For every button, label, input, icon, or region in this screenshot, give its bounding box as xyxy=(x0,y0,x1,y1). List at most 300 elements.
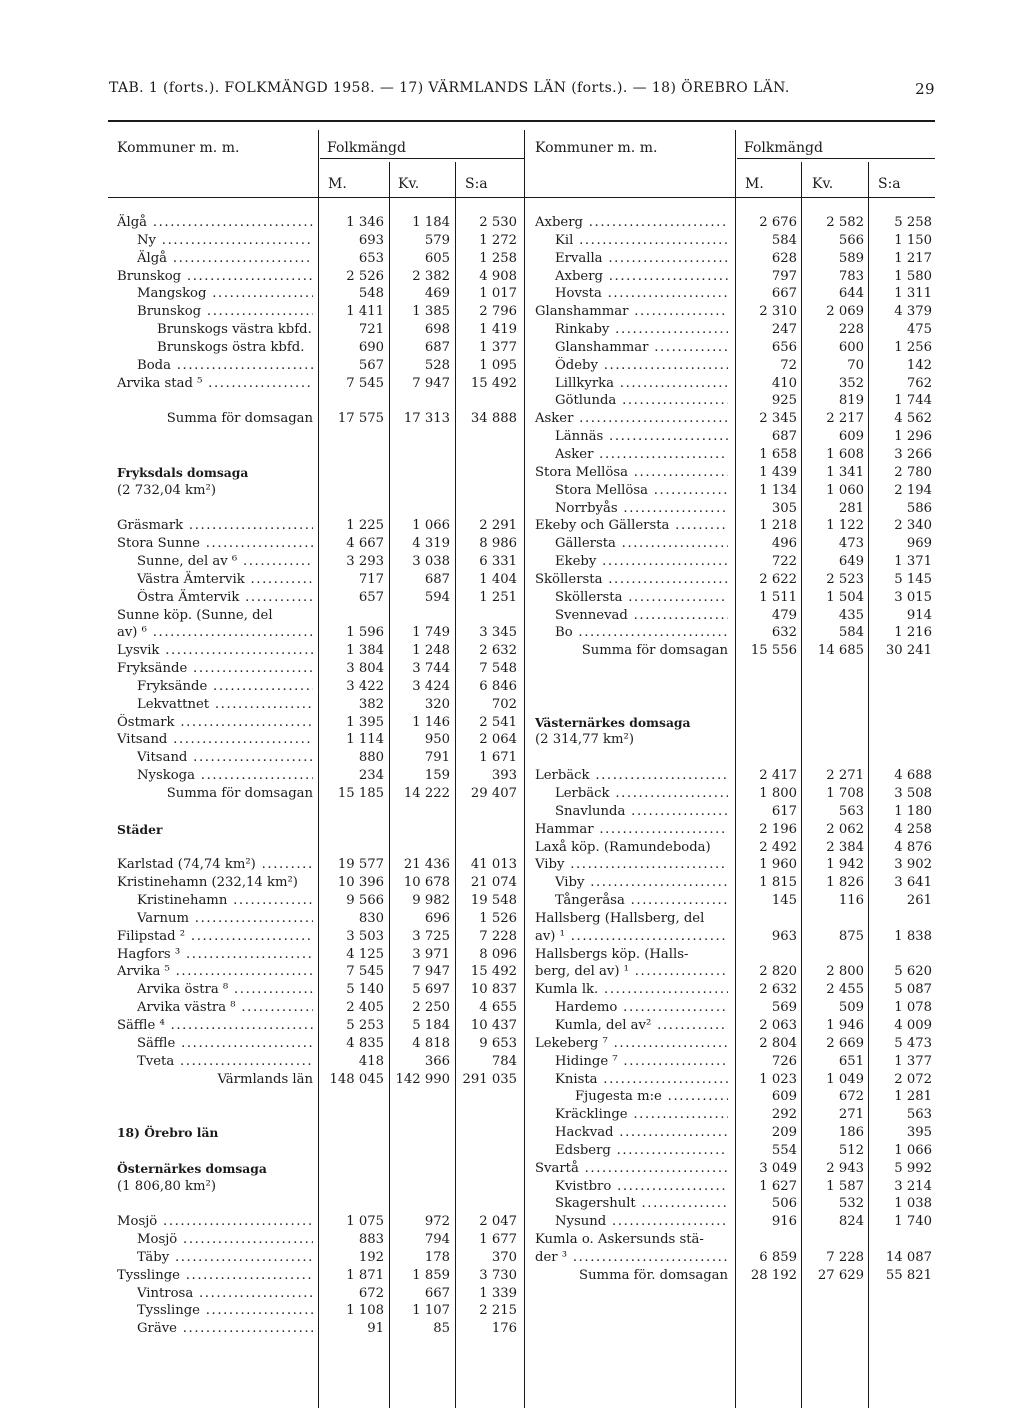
value-sa: 2 632 xyxy=(479,643,517,659)
row-label: (2 314,77 km²) xyxy=(535,732,634,748)
value-kv: 469 xyxy=(424,286,450,302)
table-row xyxy=(535,1213,935,1231)
value-kv: 1 826 xyxy=(826,875,864,891)
value-kv: 2 062 xyxy=(826,821,864,837)
value-sa: 3 015 xyxy=(894,589,932,605)
row-label: Hallsberg (Hallsberg, del xyxy=(535,910,705,926)
table-row xyxy=(535,357,935,375)
table-row xyxy=(117,1142,527,1160)
row-label: Nyskoga ..... xyxy=(137,767,313,785)
value-sa: 4 009 xyxy=(894,1017,932,1033)
value-m: 382 xyxy=(358,696,384,712)
value-sa: 261 xyxy=(906,893,932,909)
value-sa: 2 340 xyxy=(894,518,932,534)
value-sa: 3 345 xyxy=(479,625,517,641)
row-label: Gräve ..... xyxy=(137,1320,313,1338)
value-m: 148 045 xyxy=(329,1071,384,1087)
table-row xyxy=(535,1195,935,1213)
row-label: Värmlands län xyxy=(217,1071,313,1087)
row-label: Ekeby och Gällersta ..... xyxy=(535,517,728,535)
value-sa: 1 838 xyxy=(894,928,932,944)
row-label: Mosjö ..... xyxy=(137,1231,313,1249)
section-heading xyxy=(117,1124,527,1142)
row-label: Axberg ..... xyxy=(535,214,728,232)
value-sa: 4 908 xyxy=(479,268,517,284)
page-number: 29 xyxy=(915,80,935,98)
value-m: 496 xyxy=(771,536,797,552)
value-kv: 584 xyxy=(838,625,864,641)
value-kv: 672 xyxy=(838,1089,864,1105)
value-sa: 7 228 xyxy=(479,928,517,944)
value-m: 690 xyxy=(358,339,384,355)
left-kv-heading: Kv. xyxy=(398,176,420,192)
row-label: Knista ..... xyxy=(555,1071,728,1089)
value-m: 584 xyxy=(771,232,797,248)
value-sa: 1 066 xyxy=(894,1142,932,1158)
value-sa: 1 281 xyxy=(894,1089,932,1105)
table-row xyxy=(117,1195,527,1213)
row-label: Laxå köp. (Ramundeboda) xyxy=(535,839,711,855)
value-kv: 27 629 xyxy=(817,1267,864,1283)
value-sa: 1 038 xyxy=(894,1196,932,1212)
value-kv: 1 504 xyxy=(826,589,864,605)
table-row xyxy=(117,303,527,321)
table-row xyxy=(535,392,935,410)
table-row xyxy=(117,1302,527,1320)
value-kv: 1 587 xyxy=(826,1178,864,1194)
table-row xyxy=(535,500,935,518)
value-kv: 579 xyxy=(424,232,450,248)
value-m: 632 xyxy=(771,625,797,641)
value-sa: 2 047 xyxy=(479,1214,517,1230)
value-sa: 1 095 xyxy=(479,357,517,373)
table-row xyxy=(535,624,935,642)
table-row xyxy=(117,1213,527,1231)
left-table-body xyxy=(117,214,527,1338)
value-sa: 2 072 xyxy=(894,1071,932,1087)
table-row xyxy=(535,607,935,625)
value-m: 653 xyxy=(358,250,384,266)
value-m: 5 140 xyxy=(346,982,384,998)
value-sa: 1 217 xyxy=(894,250,932,266)
value-kv: 649 xyxy=(838,554,864,570)
value-m: 2 622 xyxy=(759,571,797,587)
value-m: 1 114 xyxy=(346,732,384,748)
value-sa: 1 677 xyxy=(479,1232,517,1248)
row-label: Brunskog ..... xyxy=(117,268,313,286)
value-sa: 4 379 xyxy=(894,304,932,320)
row-label: Sköllersta ..... xyxy=(555,589,728,607)
value-sa: 1 377 xyxy=(479,339,517,355)
value-sa: 4 688 xyxy=(894,768,932,784)
value-kv: 972 xyxy=(424,1214,450,1230)
table-row xyxy=(117,571,527,589)
value-kv: 1 946 xyxy=(826,1017,864,1033)
row-label: Hidinge ⁷ ..... xyxy=(555,1053,728,1071)
table-row xyxy=(535,821,935,839)
value-m: 3 049 xyxy=(759,1160,797,1176)
table-row xyxy=(535,1142,935,1160)
value-sa: 4 562 xyxy=(894,411,932,427)
table-row xyxy=(117,268,527,286)
value-kv: 281 xyxy=(838,500,864,516)
row-label: 18) Örebro län xyxy=(117,1125,219,1141)
value-m: 657 xyxy=(358,589,384,605)
summary-row xyxy=(535,1267,935,1285)
table-row xyxy=(117,446,527,464)
row-label: Glanshammar ..... xyxy=(555,339,728,357)
row-label: Ödeby ..... xyxy=(555,357,728,375)
table-row xyxy=(535,1231,935,1249)
table-row xyxy=(535,1017,935,1035)
row-label: Kvistbro ..... xyxy=(555,1178,728,1196)
value-kv: 142 990 xyxy=(395,1071,450,1087)
section-heading xyxy=(535,714,935,732)
table-row xyxy=(535,232,935,250)
table-row xyxy=(117,928,527,946)
right-m-heading: M. xyxy=(745,176,764,192)
value-kv: 7 947 xyxy=(412,375,450,391)
value-sa: 2 215 xyxy=(479,1303,517,1319)
table-row xyxy=(535,268,935,286)
value-sa: 762 xyxy=(906,375,932,391)
section-heading xyxy=(117,821,527,839)
row-label: Fryksdals domsaga xyxy=(117,464,249,480)
value-sa: 15 492 xyxy=(470,964,517,980)
row-label: Snavlunda ..... xyxy=(555,803,728,821)
table-row xyxy=(535,339,935,357)
row-label: Svartå ..... xyxy=(535,1160,728,1178)
table-row xyxy=(117,678,527,696)
value-sa: 5 145 xyxy=(894,571,932,587)
value-m: 609 xyxy=(771,1089,797,1105)
value-sa: 914 xyxy=(906,607,932,623)
value-kv: 2 455 xyxy=(826,982,864,998)
section-heading xyxy=(117,1160,527,1178)
value-kv: 605 xyxy=(424,250,450,266)
value-sa: 55 821 xyxy=(885,1267,932,1283)
value-sa: 3 641 xyxy=(894,875,932,891)
summary-row xyxy=(117,410,527,428)
value-kv: 512 xyxy=(838,1142,864,1158)
table-row xyxy=(117,607,527,625)
value-sa: 586 xyxy=(906,500,932,516)
table-row xyxy=(535,553,935,571)
value-m: 1 134 xyxy=(759,482,797,498)
value-kv: 2 069 xyxy=(826,304,864,320)
row-label: Gräsmark ..... xyxy=(117,517,313,535)
row-label: Asker ..... xyxy=(555,446,728,464)
value-m: 3 422 xyxy=(346,678,384,694)
row-label: Täby ..... xyxy=(137,1249,313,1267)
table-row xyxy=(535,874,935,892)
row-label: Kräcklinge ..... xyxy=(555,1106,728,1124)
table-row xyxy=(535,785,935,803)
value-kv: 116 xyxy=(838,893,864,909)
value-sa: 3 902 xyxy=(894,857,932,873)
value-sa: 7 548 xyxy=(479,661,517,677)
value-m: 548 xyxy=(358,286,384,302)
right-kommuner-heading: Kommuner m. m. xyxy=(535,140,658,156)
table-row xyxy=(117,250,527,268)
row-label: Brunskogs västra kbfd. xyxy=(157,322,312,338)
value-m: 797 xyxy=(771,268,797,284)
table-row xyxy=(117,214,527,232)
value-kv: 509 xyxy=(838,1000,864,1016)
value-kv: 1 060 xyxy=(826,482,864,498)
table-row xyxy=(535,839,935,857)
value-m: 916 xyxy=(771,1214,797,1230)
value-kv: 320 xyxy=(424,696,450,712)
table-row xyxy=(117,357,527,375)
value-m: 667 xyxy=(771,286,797,302)
row-label: Stora Mellösa ..... xyxy=(535,464,728,482)
left-subheader-rule xyxy=(320,158,524,159)
value-sa: 1 150 xyxy=(894,232,932,248)
table-row xyxy=(535,910,935,928)
table-row xyxy=(535,696,935,714)
row-label: Fryksände ..... xyxy=(137,678,313,696)
value-sa: 1 256 xyxy=(894,339,932,355)
value-kv: 1 859 xyxy=(412,1267,450,1283)
table-row xyxy=(117,232,527,250)
value-sa: 2 541 xyxy=(479,714,517,730)
value-kv: 14 685 xyxy=(817,643,864,659)
value-sa: 1 017 xyxy=(479,286,517,302)
value-kv: 435 xyxy=(838,607,864,623)
value-m: 4 667 xyxy=(346,536,384,552)
row-label: Varnum ..... xyxy=(137,910,313,928)
value-kv: 3 424 xyxy=(412,678,450,694)
page-title: TAB. 1 (forts.). FOLKMÄNGD 1958. — 17) VÄRMLANDS LÄN (forts.). — 18) ÖREBRO LÄN. xyxy=(109,80,790,96)
row-label: (2 732,04 km²) xyxy=(117,482,216,498)
value-kv: 2 384 xyxy=(826,839,864,855)
value-kv: 3 971 xyxy=(412,946,450,962)
table-row xyxy=(117,1053,527,1071)
table-row xyxy=(535,535,935,553)
value-sa: 3 214 xyxy=(894,1178,932,1194)
value-m: 410 xyxy=(771,375,797,391)
value-kv: 1 049 xyxy=(826,1071,864,1087)
table-row xyxy=(535,1249,935,1267)
value-sa: 1 216 xyxy=(894,625,932,641)
value-sa: 1 419 xyxy=(479,322,517,338)
value-m: 672 xyxy=(358,1285,384,1301)
value-sa: 15 492 xyxy=(470,375,517,391)
table-row xyxy=(535,375,935,393)
value-kv: 473 xyxy=(838,536,864,552)
row-label: Tångeråsa ..... xyxy=(555,892,728,910)
value-kv: 2 669 xyxy=(826,1035,864,1051)
row-label: Lekvattnet ..... xyxy=(137,696,313,714)
row-label: Götlunda ..... xyxy=(555,392,728,410)
value-sa: 291 035 xyxy=(462,1071,517,1087)
value-sa: 370 xyxy=(491,1249,517,1265)
table-row xyxy=(117,1320,527,1338)
value-m: 7 545 xyxy=(346,375,384,391)
table-row xyxy=(535,981,935,999)
value-m: 292 xyxy=(771,1107,797,1123)
row-label: Kil ..... xyxy=(555,232,728,250)
value-kv: 1 385 xyxy=(412,304,450,320)
row-label: Kristinehamn (232,14 km²) xyxy=(117,875,298,891)
value-kv: 1 184 xyxy=(412,215,450,230)
row-label: der ³ ..... xyxy=(535,1249,728,1267)
row-label: Östmark ..... xyxy=(117,714,313,732)
row-label: Fryksände ..... xyxy=(117,660,313,678)
value-m: 1 023 xyxy=(759,1071,797,1087)
summary-row xyxy=(117,785,527,803)
row-label: Summa för domsagan xyxy=(166,411,313,427)
value-kv: 2 382 xyxy=(412,268,450,284)
value-kv: 2 800 xyxy=(826,964,864,980)
value-kv: 3 725 xyxy=(412,928,450,944)
table-row xyxy=(535,660,935,678)
value-kv: 1 146 xyxy=(412,714,450,730)
table-row xyxy=(535,464,935,482)
value-sa: 10 437 xyxy=(470,1017,517,1033)
value-m: 726 xyxy=(771,1053,797,1069)
value-kv: 791 xyxy=(424,750,450,766)
table-row xyxy=(535,1160,935,1178)
row-label: Vitsand ..... xyxy=(137,749,313,767)
row-label: Bo ..... xyxy=(555,624,728,642)
value-m: 479 xyxy=(771,607,797,623)
row-label: Hallsbergs köp. (Halls- xyxy=(535,946,689,962)
value-sa: 14 087 xyxy=(885,1249,932,1265)
table-row xyxy=(535,749,935,767)
value-m: 17 575 xyxy=(337,411,384,427)
value-sa: 3 730 xyxy=(479,1267,517,1283)
row-label: Mosjö ..... xyxy=(117,1213,313,1231)
value-sa: 5 087 xyxy=(894,982,932,998)
row-label: Svennevad ..... xyxy=(555,607,728,625)
left-sa-heading: S:a xyxy=(465,176,488,192)
table-row xyxy=(117,285,527,303)
table-row xyxy=(117,660,527,678)
value-m: 1 871 xyxy=(346,1267,384,1283)
value-kv: 528 xyxy=(424,357,450,373)
value-kv: 1 708 xyxy=(826,786,864,801)
value-sa: 5 620 xyxy=(894,964,932,980)
value-kv: 698 xyxy=(424,322,450,338)
row-label: Viby ..... xyxy=(555,874,728,892)
value-m: 4 835 xyxy=(346,1035,384,1051)
value-kv: 594 xyxy=(424,589,450,605)
row-label: Filipstad ² ..... xyxy=(117,928,313,946)
value-sa: 1 180 xyxy=(894,803,932,819)
value-m: 247 xyxy=(771,322,797,338)
row-label: Karlstad (74,74 km²) ..... xyxy=(117,856,313,874)
value-m: 2 820 xyxy=(759,964,797,980)
value-sa: 1 377 xyxy=(894,1053,932,1069)
value-m: 506 xyxy=(771,1196,797,1212)
value-sa: 969 xyxy=(906,536,932,552)
value-kv: 271 xyxy=(838,1107,864,1123)
value-kv: 644 xyxy=(838,286,864,302)
table-row xyxy=(535,767,935,785)
value-kv: 2 217 xyxy=(826,411,864,427)
table-row xyxy=(117,589,527,607)
value-sa: 5 258 xyxy=(894,215,932,230)
table-row xyxy=(535,1071,935,1089)
value-kv: 3 038 xyxy=(412,554,450,570)
value-kv: 70 xyxy=(847,357,864,373)
table-row xyxy=(117,696,527,714)
value-kv: 783 xyxy=(838,268,864,284)
value-kv: 1 107 xyxy=(412,1303,450,1319)
value-m: 722 xyxy=(771,554,797,570)
table-row xyxy=(535,428,935,446)
table-row xyxy=(117,624,527,642)
row-label: Rinkaby ..... xyxy=(555,321,728,339)
value-m: 1 800 xyxy=(759,786,797,801)
value-sa: 1 744 xyxy=(894,393,932,409)
table-row xyxy=(117,482,527,500)
value-m: 5 253 xyxy=(346,1017,384,1033)
table-row xyxy=(535,410,935,428)
value-sa: 34 888 xyxy=(470,411,517,427)
table-row xyxy=(117,803,527,821)
value-kv: 600 xyxy=(838,339,864,355)
row-label: Sköllersta ..... xyxy=(535,571,728,589)
table-row xyxy=(117,892,527,910)
row-label: Gällersta ..... xyxy=(555,535,728,553)
page-header xyxy=(109,80,935,96)
value-sa: 4 655 xyxy=(479,1000,517,1016)
table-row xyxy=(535,928,935,946)
value-m: 2 196 xyxy=(759,821,797,837)
row-label: Lysvik ..... xyxy=(117,642,313,660)
summary-row xyxy=(117,1071,527,1089)
value-m: 925 xyxy=(771,393,797,409)
row-label: Kristinehamn ..... xyxy=(137,892,313,910)
value-kv: 2 271 xyxy=(826,768,864,784)
value-m: 717 xyxy=(358,571,384,587)
value-sa: 2 796 xyxy=(479,304,517,320)
value-sa: 1 671 xyxy=(479,750,517,766)
value-kv: 2 523 xyxy=(826,571,864,587)
table-row xyxy=(535,321,935,339)
value-kv: 366 xyxy=(424,1053,450,1069)
value-kv: 7 228 xyxy=(826,1249,864,1265)
value-sa: 8 986 xyxy=(479,536,517,552)
value-m: 2 310 xyxy=(759,304,797,320)
row-label: Västernärkes domsaga xyxy=(535,714,691,730)
row-label: Vitsand ..... xyxy=(117,731,313,749)
table-row xyxy=(117,1088,527,1106)
right-subheader-rule xyxy=(737,158,935,159)
value-m: 721 xyxy=(358,322,384,338)
value-kv: 589 xyxy=(838,250,864,266)
value-kv: 228 xyxy=(838,322,864,338)
value-sa: 563 xyxy=(906,1107,932,1123)
table-row xyxy=(535,999,935,1017)
table-row xyxy=(117,946,527,964)
value-m: 1 218 xyxy=(759,518,797,534)
value-sa: 5 473 xyxy=(894,1035,932,1051)
value-kv: 563 xyxy=(838,803,864,819)
value-m: 10 396 xyxy=(337,875,384,891)
value-sa: 1 371 xyxy=(894,554,932,570)
value-m: 1 960 xyxy=(759,857,797,873)
right-folkmangd-heading: Folkmängd xyxy=(744,140,823,156)
table-row xyxy=(535,856,935,874)
value-sa: 9 653 xyxy=(479,1035,517,1051)
row-label: Kumla o. Askersunds stä- xyxy=(535,1232,704,1248)
row-label: Stora Sunne ..... xyxy=(117,535,313,553)
row-label: Stora Mellösa ..... xyxy=(555,482,728,500)
